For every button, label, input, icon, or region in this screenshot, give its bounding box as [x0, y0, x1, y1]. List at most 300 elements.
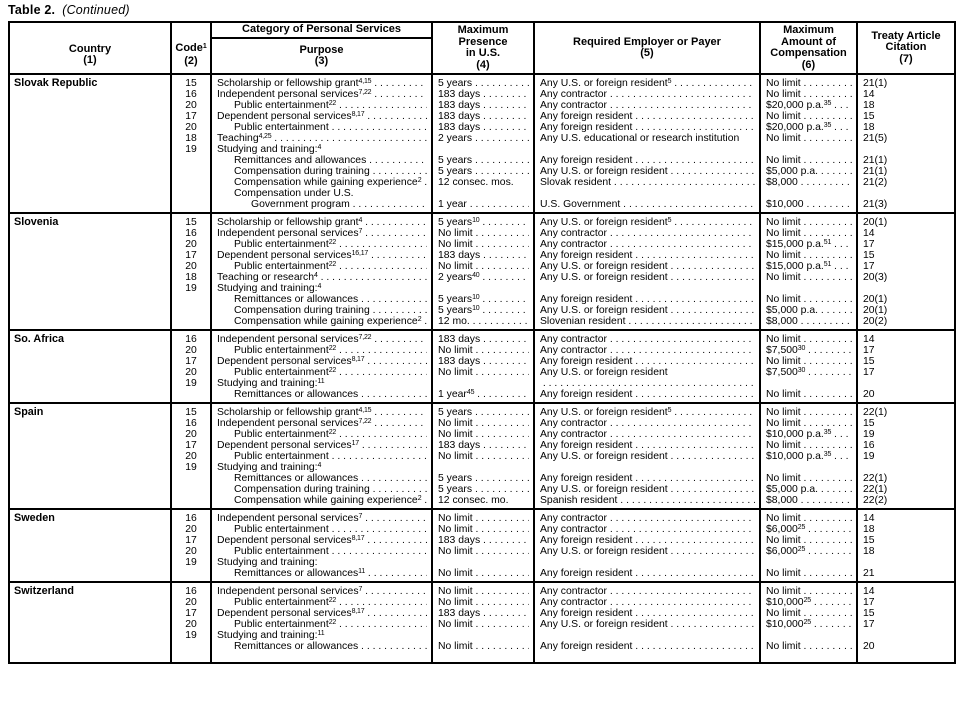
article-value [858, 250, 954, 261]
code-value: 20 [185, 100, 197, 111]
employer-value-text: Any foreign resident [540, 122, 633, 133]
amount-value [761, 250, 856, 261]
country-column [10, 583, 172, 662]
employer-value [535, 568, 759, 579]
employer-column [535, 404, 761, 508]
footnote-superscript: 5 [667, 217, 672, 224]
article-value [858, 89, 954, 100]
article-value-text: 15 [863, 418, 875, 429]
employer-value-text: Any contractor [540, 239, 607, 250]
article-value-text: 20 [863, 389, 875, 400]
amount-value-text: $15,000 p.a.$^{51}$ [766, 261, 832, 272]
purpose-value-text: Independent personal services$^{7,22}$ [217, 334, 372, 345]
presence-value-text: No limit [438, 513, 473, 524]
article-value [858, 133, 954, 144]
dot-leader [473, 641, 529, 652]
dot-leader [607, 334, 755, 345]
amount-value-text: $20,000 p.a.$^{35}$ [766, 100, 832, 111]
purpose-value-text: Remittances or allowances [234, 473, 359, 484]
employer-value [535, 217, 759, 228]
purpose-value [212, 177, 431, 188]
dot-leader [336, 367, 427, 378]
dot-leader [607, 100, 755, 111]
dot-leader [801, 440, 852, 451]
purpose-value [212, 294, 431, 305]
dot-leader [632, 473, 755, 484]
employer-value [535, 641, 759, 652]
header-article-l1: Treaty Article [871, 29, 941, 42]
dot-leader [336, 429, 427, 440]
dot-leader [632, 641, 755, 652]
dot-leader [831, 122, 852, 133]
footnote-superscript: 7 [358, 513, 363, 520]
amount-value-text: No limit [766, 641, 801, 652]
purpose-value-text: Dependent personal services$^{8,17}$ [217, 111, 365, 122]
article-value [858, 199, 954, 210]
amount-value-text: No limit [766, 294, 801, 305]
purpose-value-text: Compensation under U.S. [234, 188, 354, 199]
presence-value-text: 12 mo. [438, 316, 470, 327]
article-value-text: 17 [863, 345, 875, 356]
footnote-superscript: 4 [358, 217, 363, 224]
presence-value-text: 5 years$^{10}$ [438, 305, 480, 316]
employer-value [535, 586, 759, 597]
amount-value [761, 78, 856, 89]
amount-value [761, 100, 856, 111]
amount-value [761, 155, 856, 166]
dot-leader [358, 389, 427, 400]
code-value: 20 [185, 239, 197, 250]
purpose-value-text: Remittances or allowances [234, 294, 359, 305]
article-value-text: 20(2) [863, 316, 888, 327]
employer-value [535, 345, 759, 356]
employer-value-text: Slovak resident [540, 177, 612, 188]
amount-value [761, 177, 856, 188]
footnote-superscript: 22 [328, 619, 337, 626]
article-value [858, 345, 954, 356]
presence-value-text: 2 years$^{40}$ [438, 272, 480, 283]
purpose-value-text: Independent personal services$^7$ [217, 586, 363, 597]
article-value-text: 21(3) [863, 199, 888, 210]
employer-value [535, 524, 759, 535]
presence-value [433, 418, 533, 429]
dot-leader [801, 356, 852, 367]
presence-value [433, 407, 533, 418]
article-value-text: 18 [863, 546, 875, 557]
article-value-text: 20 [863, 641, 875, 652]
amount-value [761, 535, 856, 546]
amount-value-text: $20,000 p.a.$^{35}$ [766, 122, 832, 133]
dot-leader [801, 250, 852, 261]
amount-value [761, 630, 856, 641]
footnote-superscript: 45 [466, 389, 475, 396]
presence-value [433, 144, 533, 155]
footnote-superscript: 25 [797, 546, 806, 553]
dot-leader [362, 217, 427, 228]
purpose-value [212, 586, 431, 597]
presence-value-text: No limit [438, 546, 473, 557]
amount-value [761, 316, 856, 327]
article-value [858, 305, 954, 316]
code-value: 20 [185, 546, 197, 557]
code-value: 17 [185, 608, 197, 619]
presence-value-text: 5 years$^{10}$ [438, 217, 480, 228]
presence-value [433, 100, 533, 111]
presence-value [433, 356, 533, 367]
presence-value [433, 378, 533, 389]
dot-leader [480, 250, 529, 261]
amount-value [761, 586, 856, 597]
amount-value-text: No limit [766, 272, 801, 283]
article-value-text: 17 [863, 239, 875, 250]
amount-value [761, 144, 856, 155]
dot-leader [607, 597, 755, 608]
code-value: 16 [185, 586, 197, 597]
employer-value [535, 144, 759, 155]
dot-leader [472, 407, 529, 418]
dot-leader [371, 418, 427, 429]
employer-value-text: U.S. Government [540, 199, 621, 210]
article-value [858, 78, 954, 89]
dot-leader [473, 619, 529, 630]
dot-leader [801, 586, 852, 597]
employer-value [535, 294, 759, 305]
amount-value-text: $5,000 p.a. [766, 166, 818, 177]
purpose-value [212, 462, 431, 473]
article-value [858, 367, 954, 378]
presence-value [433, 462, 533, 473]
purpose-value [212, 513, 431, 524]
purpose-value-text: Compensation during training [234, 166, 370, 177]
presence-value-text: No limit [438, 261, 473, 272]
amount-value-text: $10,000$^{25}$ [766, 597, 811, 608]
country-name: Switzerland [14, 585, 74, 597]
dot-leader [801, 111, 852, 122]
article-value [858, 451, 954, 462]
article-value-text: 22(1) [863, 484, 888, 495]
dot-leader [480, 100, 529, 111]
dot-leader [668, 484, 755, 495]
employer-value [535, 546, 759, 557]
purpose-value-text: Teaching or research$^4$ [217, 272, 318, 283]
dot-leader [480, 334, 529, 345]
footnote-superscript: 4 [317, 144, 322, 151]
purpose-value [212, 608, 431, 619]
footnote-superscript: 22 [328, 239, 337, 246]
code-value: 16 [185, 334, 197, 345]
purpose-value [212, 111, 431, 122]
presence-value-text: 5 years$^{10}$ [438, 294, 480, 305]
purpose-column [212, 214, 433, 329]
employer-value-text: Any U.S. or foreign resident$^5$ [540, 407, 672, 418]
header-amount-l2: Amount of [781, 35, 836, 48]
article-value [858, 111, 954, 122]
article-value-text: 14 [863, 586, 875, 597]
article-value [858, 177, 954, 188]
amount-value-text: $8,000 [766, 316, 798, 327]
employer-value-text: Any foreign resident [540, 111, 633, 122]
amount-value [761, 429, 856, 440]
purpose-value-text: Independent personal services$^{7,22}$ [217, 418, 372, 429]
header-amount-l1: Maximum [783, 24, 834, 36]
amount-value [761, 261, 856, 272]
employer-value-text: Any foreign resident [540, 294, 633, 305]
presence-value-text: No limit [438, 597, 473, 608]
presence-value [433, 188, 533, 199]
article-value [858, 283, 954, 294]
header-purpose-label: Purpose [299, 43, 344, 56]
employer-value-text: Any foreign resident [540, 641, 633, 652]
employer-value [535, 250, 759, 261]
footnote-superscript: 4,15 [358, 78, 372, 85]
footnote-superscript: 4 [314, 272, 318, 279]
amount-value-text: $10,000 p.a.$^{35}$ [766, 451, 832, 462]
purpose-value [212, 239, 431, 250]
amount-value-text: No limit [766, 228, 801, 239]
code-value: 19 [185, 378, 197, 389]
dot-leader [801, 334, 852, 345]
purpose-value-text: Public entertainment$^{22}$ [234, 239, 337, 250]
header-country [10, 23, 172, 73]
employer-value-text: Any contractor [540, 597, 607, 608]
footnote-superscript: 35 [823, 429, 832, 436]
employer-value-text: Any U.S. or foreign resident [540, 166, 668, 177]
purpose-value [212, 122, 431, 133]
code-value: 17 [185, 356, 197, 367]
presence-value-text: 183 days [438, 89, 481, 100]
code-value: 16 [185, 89, 197, 100]
amount-value [761, 451, 856, 462]
employer-value-text: Any U.S. educational or research institution [540, 133, 740, 144]
purpose-value-text: Teaching$^{4,25}$ [217, 133, 272, 144]
footnote-superscript: 5 [667, 407, 672, 414]
amount-value-text: No limit [766, 111, 801, 122]
footnote-superscript: 5 [667, 78, 672, 85]
purpose-value [212, 568, 431, 579]
dot-leader [362, 586, 427, 597]
dot-leader [472, 78, 529, 89]
article-value [858, 122, 954, 133]
header-presence-l1: Maximum [457, 24, 509, 36]
dot-leader [831, 261, 852, 272]
employer-value [535, 484, 759, 495]
presence-value [433, 429, 533, 440]
amount-value [761, 345, 856, 356]
presence-value-text: No limit [438, 367, 473, 378]
article-value-text: 21(2) [863, 177, 888, 188]
employer-value-text: Any U.S. or foreign resident [540, 451, 668, 462]
article-value [858, 641, 954, 652]
purpose-value-text: Compensation while gaining experience$^2$ [234, 495, 422, 506]
amount-value-text: No limit [766, 89, 801, 100]
dot-leader [632, 608, 755, 619]
presence-value-text: 2 years [438, 133, 473, 144]
dot-leader [371, 334, 427, 345]
presence-column [433, 214, 535, 329]
purpose-value-text: Studying and training: [217, 557, 318, 568]
presence-value [433, 568, 533, 579]
dot-leader [818, 305, 852, 316]
amount-column [761, 583, 858, 662]
code-value: 19 [185, 283, 197, 294]
article-value [858, 100, 954, 111]
presence-value-text: 5 years [438, 78, 473, 89]
presence-value-text: No limit [438, 239, 473, 250]
dot-leader [365, 568, 427, 579]
employer-value [535, 597, 759, 608]
code-value: 17 [185, 111, 197, 122]
purpose-value [212, 166, 431, 177]
purpose-value [212, 535, 431, 546]
dot-leader [318, 272, 427, 283]
footnote-superscript: 22 [328, 597, 337, 604]
employer-value-text: Any contractor [540, 586, 607, 597]
article-value [858, 217, 954, 228]
dot-leader [371, 78, 427, 89]
article-value-text: 21 [863, 568, 875, 579]
footnote-superscript: 35 [823, 100, 832, 107]
purpose-value [212, 144, 431, 155]
dot-leader [473, 451, 529, 462]
dot-leader [811, 597, 852, 608]
code-column [172, 510, 212, 581]
amount-value-text: $6,000$^{25}$ [766, 546, 806, 557]
code-value [172, 473, 210, 484]
dot-leader [474, 389, 529, 400]
presence-column [433, 510, 535, 581]
purpose-value [212, 199, 431, 210]
footnote-superscript: 25 [797, 524, 806, 531]
employer-column [535, 510, 761, 581]
presence-value-text: 183 days [438, 535, 481, 546]
article-value-text: 17 [863, 597, 875, 608]
dot-leader [421, 495, 427, 506]
article-value [858, 495, 954, 506]
employer-value-text: Any contractor [540, 345, 607, 356]
purpose-value-text: Public entertainment$^{22}$ [234, 429, 337, 440]
purpose-value [212, 228, 431, 239]
purpose-value [212, 546, 431, 557]
amount-column [761, 510, 858, 581]
footnote-superscript: 7 [358, 586, 363, 593]
dot-leader [336, 100, 427, 111]
code-value [172, 199, 210, 210]
dot-leader [801, 228, 852, 239]
dot-leader [668, 305, 755, 316]
article-value [858, 418, 954, 429]
purpose-value [212, 188, 431, 199]
article-column [858, 404, 954, 508]
table-body [10, 75, 954, 662]
article-value-text: 22(1) [863, 407, 888, 418]
purpose-value-text: Compensation during training [234, 305, 370, 316]
code-value [172, 316, 210, 327]
dot-leader [472, 166, 529, 177]
code-value [172, 155, 210, 166]
presence-value [433, 111, 533, 122]
purpose-value [212, 524, 431, 535]
dot-leader [370, 484, 427, 495]
footnote-superscript: 22 [328, 100, 337, 107]
purpose-value-text: Compensation during training [234, 484, 370, 495]
employer-value-text: Any foreign resident [540, 389, 633, 400]
dot-leader [632, 294, 755, 305]
code-value: 19 [185, 144, 197, 155]
presence-value [433, 199, 533, 210]
code-value: 18 [185, 272, 197, 283]
footnote-superscript: 11 [358, 568, 366, 575]
amount-value [761, 305, 856, 316]
dot-leader [818, 484, 852, 495]
dot-leader [479, 305, 529, 316]
amount-value-text: No limit [766, 418, 801, 429]
purpose-value-text: Remittances and allowances [234, 155, 367, 166]
purpose-value [212, 316, 431, 327]
dot-leader [472, 133, 529, 144]
presence-value-text: 5 years [438, 407, 473, 418]
presence-value [433, 608, 533, 619]
presence-value [433, 122, 533, 133]
purpose-value [212, 440, 431, 451]
dot-leader [811, 619, 852, 630]
purpose-value-text: Dependent personal services$^{8,17}$ [217, 356, 365, 367]
presence-value-text: 183 days [438, 122, 481, 133]
presence-value-text: No limit [438, 228, 473, 239]
country-section [10, 581, 954, 662]
amount-value [761, 239, 856, 250]
amount-value-text: No limit [766, 250, 801, 261]
article-value [858, 155, 954, 166]
amount-value [761, 641, 856, 652]
employer-value-text: Slovenian resident [540, 316, 626, 327]
purpose-value [212, 557, 431, 568]
dot-leader [818, 166, 852, 177]
article-value [858, 462, 954, 473]
employer-value [535, 100, 759, 111]
dot-leader [362, 513, 427, 524]
article-value-text: 20(1) [863, 305, 888, 316]
code-value: 20 [185, 619, 197, 630]
amount-column [761, 214, 858, 329]
dot-leader [329, 451, 427, 462]
purpose-value [212, 283, 431, 294]
presence-value [433, 451, 533, 462]
code-value: 20 [185, 597, 197, 608]
purpose-value [212, 345, 431, 356]
purpose-value [212, 78, 431, 89]
presence-value-text: 183 days [438, 608, 481, 619]
amount-value-text: $6,000$^{25}$ [766, 524, 806, 535]
amount-value [761, 228, 856, 239]
purpose-value-text: Studying and training:$^4$ [217, 462, 322, 473]
presence-value [433, 557, 533, 568]
dot-leader [632, 568, 755, 579]
employer-value [535, 557, 759, 568]
article-value-text: 14 [863, 89, 875, 100]
footnote-superscript: 11 [317, 378, 325, 385]
purpose-value-text: Remittances or allowances [234, 641, 359, 652]
article-value [858, 484, 954, 495]
presence-value [433, 294, 533, 305]
presence-value [433, 250, 533, 261]
purpose-value-text: Studying and training:$^{11}$ [217, 630, 325, 641]
code-value [172, 166, 210, 177]
purpose-value-text: Dependent personal services$^{8,17}$ [217, 608, 365, 619]
purpose-value-text: Government program [251, 199, 350, 210]
article-value-text: 17 [863, 367, 875, 378]
dot-leader [607, 239, 755, 250]
amount-value-text: $10,000$^{25}$ [766, 619, 811, 630]
